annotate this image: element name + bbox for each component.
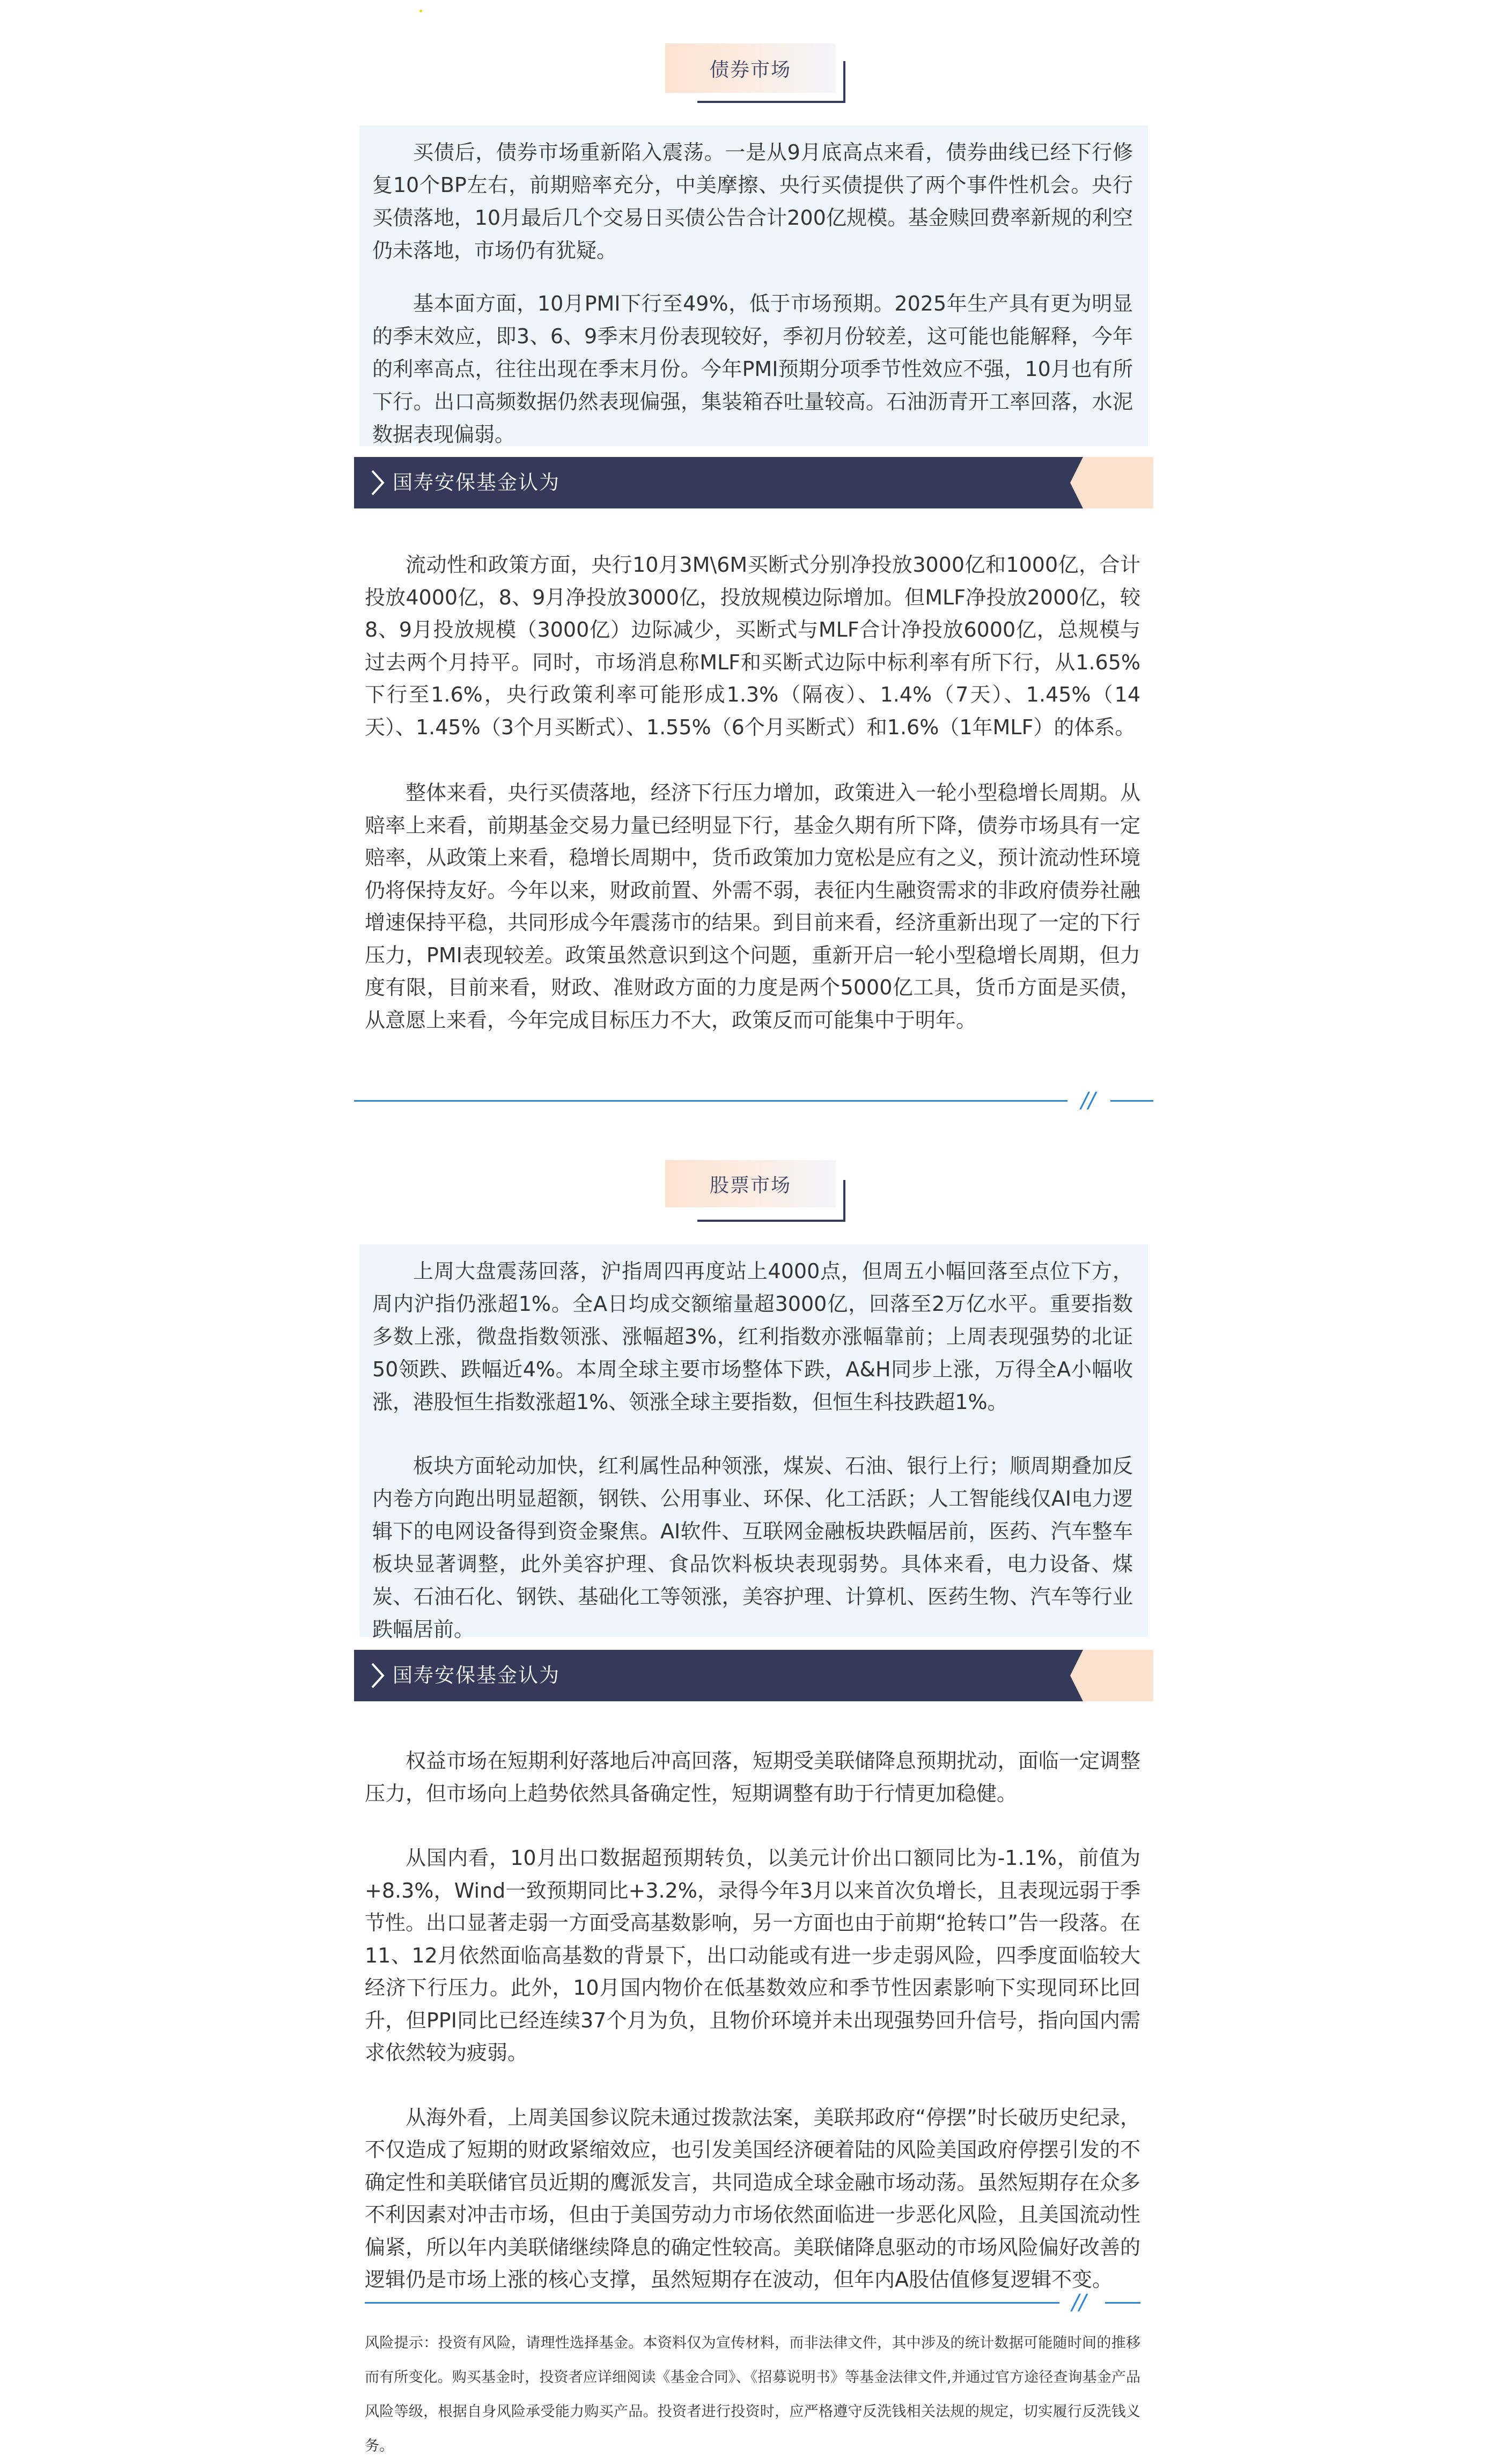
bond-summary-paragraph: 基本面方面，10月PMI下行至49%，低于市场预期。2025年生产具有更为明显的季末效应，即3、6、9季末月份表现较好，季初月份较差，这可能也能解释，今年的利率高点，往往出现在季末月份。今年PMI预期分项季节性效应不强，10月也有所下行。出口高频数据仍然表现偏强，集装箱吞吐量较高。石油沥青开工率回落，水泥数据表现偏弱。 [372,292,1133,446]
equity-view [365,1745,1140,2296]
risk-disclaimer: 风险提示：投资有风险，请理性选择基金。本资料仅为宣传材料，而非法律文件，其中涉及的统计数据可能随时间的推移而有所变化。购买基金时，投资者应详细阅读《基金合同》、《招募说明书》等基金法律文件,并通过官方途径查询基金产品风险等级，根据自身风险承受能力购买产品。投资者进行投资时，应严格遵守反洗钱相关法规的规定，切实履行反洗钱义务。 [365,2335,1140,2454]
bond-view [365,549,1140,1036]
section-divider [365,2292,1140,2313]
bond-summary-paragraph: 买债后，债券市场重新陷入震荡。一是从9月底高点来看，债券曲线已经下行修复10个BP左右，前期赔率充分，中美摩擦、央行买债提供了两个事件性机会。央行买债落地，10月最后几个交易日买债公告合计200亿规模。基金赎回费率新规的利空仍未落地，市场仍有犹疑。 [372,141,1133,262]
equity-summary-box [359,1244,1148,1641]
chevron-right-icon [364,1662,392,1690]
section-divider [354,1090,1153,1111]
section-title-bond: 债券市场 [665,43,836,93]
decorative-dot [419,10,422,12]
section-title-equity: 股票市场 [665,1160,836,1207]
banner-peach-accent [1070,457,1153,508]
banner-label: 国寿安保基金认为 [393,471,560,494]
bond-view-paragraph: 整体来看，央行买债落地，经济下行压力增加，政策进入一轮小型稳增长周期。从赔率上来看，前期基金交易力量已经明显下行，基金久期有所下降，债券市场具有一定赔率，从政策上来看，稳增长周期中，货币政策加力宽松是应有之义，预计流动性环境仍将保持友好。今年以来，财政前置、外需不弱，表征内生融资需求的非政府债券社融增速保持平稳，共同形成今年震荡市的结果。到目前来看，经济重新出现了一定的下行压力，PMI表现较差。政策虽然意识到这个问题，重新开启一轮小型稳增长周期，但力度有限，目前来看，财政、准财政方面的力度是两个5000亿工具，货币方面是买债，从意愿上来看，今年完成目标压力不大，政策反而可能集中于明年。 [365,781,1140,1032]
bond-view-banner [354,457,1153,508]
equity-view-paragraph: 从海外看，上周美国参议院未通过拨款法案，美联邦政府“停摆”时长破历史纪录，不仅造成了短期的财政紧缩效应，也引发美国经济硬着陆的风险美国政府停摆引发的不确定性和美联储官员近期的鹰派发言，共同造成全球金融市场动荡。虽然短期存在众多不利因素对冲击市场，但由于美国劳动力市场依然面临进一步恶化风险，且美国流动性偏紧，所以年内美联储继续降息的确定性较高。美联储降息驱动的市场风险偏好改善的逻辑仍是市场上涨的核心支撑，虽然短期存在波动，但年内A股估值修复逻辑不变。 [365,2105,1140,2291]
equity-view-banner [354,1650,1153,1701]
equity-summary-paragraph: 上周大盘震荡回落，沪指周四再度站上4000点，但周五小幅回落至点位下方，周内沪指仍涨超1%。全A日均成交额缩量超3000亿，回落至2万亿水平。重要指数多数上涨，微盘指数领涨、涨幅超3%，红利指数亦涨幅靠前；上周表现强势的北证50领跌、跌幅近4%。本周全球主要市场整体下跌，A&H同步上涨，万得全A小幅收涨，港股恒生指数涨超1%、领涨全球主要指数，但恒生科技跌超1%。 [372,1259,1133,1414]
bond-view-paragraph: 流动性和政策方面，央行10月3M\6M买断式分别净投放3000亿和1000亿，合计投放4000亿，8、9月净投放3000亿，投放规模边际增加。但MLF净投放2000亿，较8、9月投放规模（3000亿）边际减少，买断式与MLF合计净投放6000亿，总规模与过去两个月持平。同时，市场消息称MLF和买断式边际中标利率有所下行，从1.65%下行至1.6%，央行政策利率可能形成1.3%（隔夜）、1.4%（7天）、1.45%（14天）、1.45%（3个月买断式）、1.55%（6个月买断式）和1.6%（1年MLF）的体系。 [365,553,1140,739]
divider-slash-mark: // [1072,2290,1086,2315]
banner-label: 国寿安保基金认为 [393,1664,560,1687]
equity-summary-paragraph: 板块方面轮动加快，红利属性品种领涨，煤炭、石油、银行上行；顺周期叠加反内卷方向跑出明显超额，钢铁、公用事业、环保、化工活跃；人工智能线仅AI电力逻辑下的电网设备得到资金聚焦。AI软件、互联网金融板块跌幅居前，医药、汽车整车板块显著调整，此外美容护理、食品饮料板块表现弱势。具体来看，电力设备、煤炭、石油石化、钢铁、基础化工等领涨，美容护理、计算机、医药生物、汽车等行业跌幅居前。 [372,1454,1133,1641]
bond-summary-box [359,126,1148,446]
chevron-right-icon [364,469,392,497]
equity-view-paragraph: 权益市场在短期利好落地后冲高回落，短期受美联储降息预期扰动，面临一定调整压力，但市场向上趋势依然具备确定性，短期调整有助于行情更加稳健。 [365,1749,1140,1805]
equity-view-paragraph: 从国内看，10月出口数据超预期转负，以美元计价出口额同比为-1.1%，前值为+8.3%，Wind一致预期同比+3.2%，录得今年3月以来首次负增长，且表现远弱于季节性。出口显著走弱一方面受高基数影响，另一方面也由于前期“抢转口”告一段落。在11、12月依然面临高基数的背景下，出口动能或有进一步走弱风险，四季度面临较大经济下行压力。此外，10月国内物价在低基数效应和季节性因素影响下实现同环比回升，但PPI同比已经连续37个月为负，且物价环境并未出现强势回升信号，指向国内需求依然较为疲弱。 [365,1846,1140,2064]
divider-slash-mark: // [1081,1088,1095,1113]
banner-peach-accent [1070,1650,1153,1701]
